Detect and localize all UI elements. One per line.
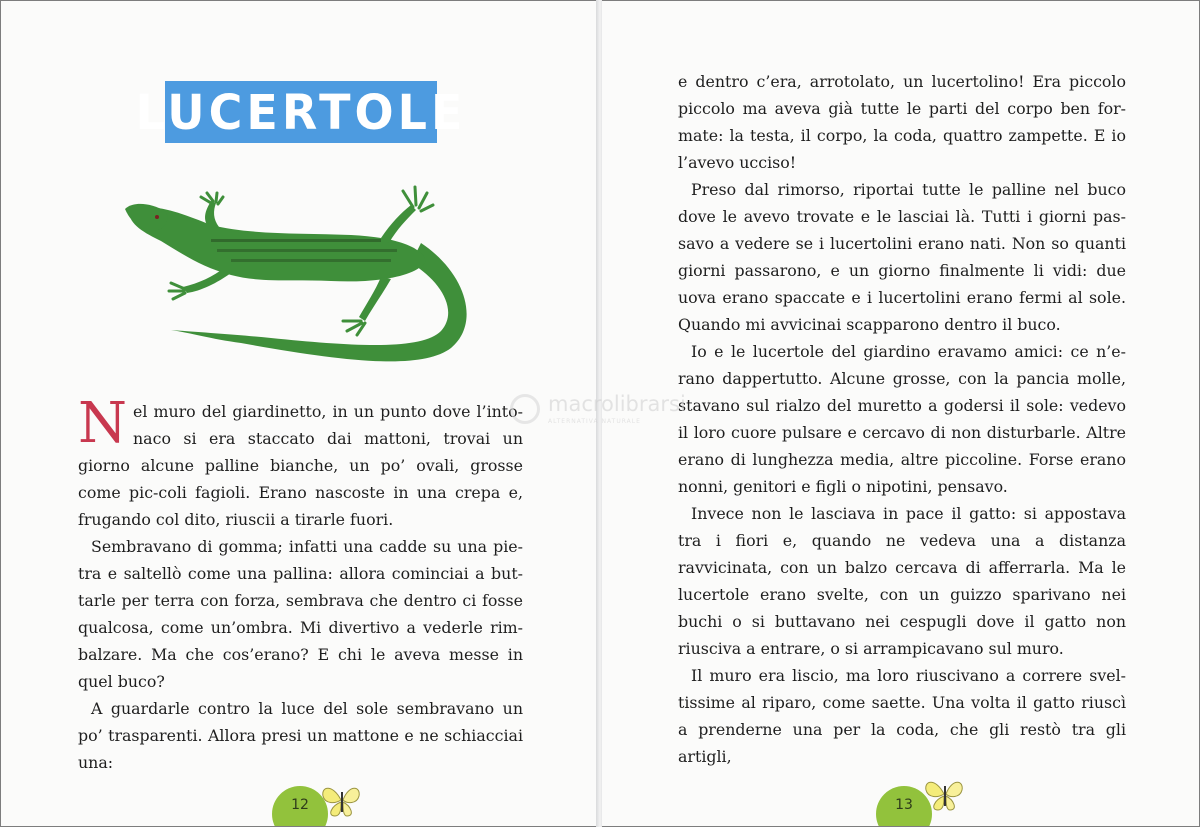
butterfly-icon <box>922 774 966 814</box>
watermark-subtext: ALTERNATIVA NATURALE <box>548 418 641 425</box>
paragraph: Io e le lucertole del giardino eravamo amici: ce n’e-rano dappertutto. Alcune grosse, con la pancia molle, stavano sul rialzo del muretto a godersi il sole: vedevo il loro cuore pulsare e cercavo di non disturbarle. Altre erano di lunghezza media, altre piccoline. Forse erano nonni, genitori e figli o nipotini, pensavo. <box>678 342 1126 496</box>
paragraph: Invece non le lasciava in pace il gatto: si appostava tra i fiori e, quando ne vedeva una a distanza ravvicinata, con un balzo cercava di afferrarla. Ma le lucertole erano svelte, con un guizzo sparivano nei buchi o si buttavano nei cespugli dove il gatto non riusciva a entrare, o si arrampicavano sul muro. <box>678 504 1126 658</box>
lizard-illustration <box>121 183 481 373</box>
watermark-text: macrolibrarsi <box>548 392 686 416</box>
paragraph: Nel muro del giardinetto, in un punto dove l’into-naco si era staccato dai mattoni, trovai un giorno alcune palline bianche, un po’ ovali, grosse come pic-coli fagioli. Erano nascoste in una crepa e, frugando col dito, riuscii a tirarle fuori. <box>78 391 523 529</box>
drop-cap: N <box>78 391 127 456</box>
left-page-text <box>78 391 523 776</box>
page-number-13: 13 <box>876 786 932 827</box>
paragraph: A guardarle contro la luce del sole sembravano un po’ trasparenti. Allora presi un mattone e ne schiacciai una: <box>78 699 523 772</box>
watermark <box>508 392 708 432</box>
page-number-12: 12 <box>272 786 328 827</box>
watermark-logo-icon <box>510 394 540 424</box>
paragraph: Preso dal rimorso, riportai tutte le palline nel buco dove le avevo trovate e le lasciai là. Tutti i giorni pas-savo a vedere se i lucertolini erano nati. Non so quanti giorni passarono, e un giorno finalmente li vidi: due uova erano spaccate e i lucertolini erano fermi al sole. Quando mi avvicinai scapparono dentro il buco. <box>678 180 1126 334</box>
butterfly-icon <box>319 780 363 820</box>
paragraph: Il muro era liscio, ma loro riuscivano a correre svel-tissime al riparo, come saette. Una volta il gatto riuscì a prenderne una per la coda, che gli restò tra gli artigli, <box>678 666 1126 766</box>
paragraph: Sembravano di gomma; infatti una cadde su una pie-tra e saltellò come una pallina: allora cominciai a but-tarle per terra con forza, sembrava che dentro ci fosse qualcosa, come un’ombra. Mi divertivo a vederle rim-balzare. Ma che cos’erano? E chi le aveva messe in quel buco? <box>78 537 523 691</box>
chapter-title: LUCERTOLE <box>135 83 467 141</box>
paragraph: e dentro c’era, arrotolato, un lucertolino! Era piccolo piccolo ma aveva già tutte le parti del corpo ben for-mate: la testa, il corpo, la coda, quattro zampette. E io l’avevo ucciso! <box>678 72 1126 172</box>
chapter-title-box <box>135 81 467 143</box>
right-page-text <box>678 68 1126 770</box>
